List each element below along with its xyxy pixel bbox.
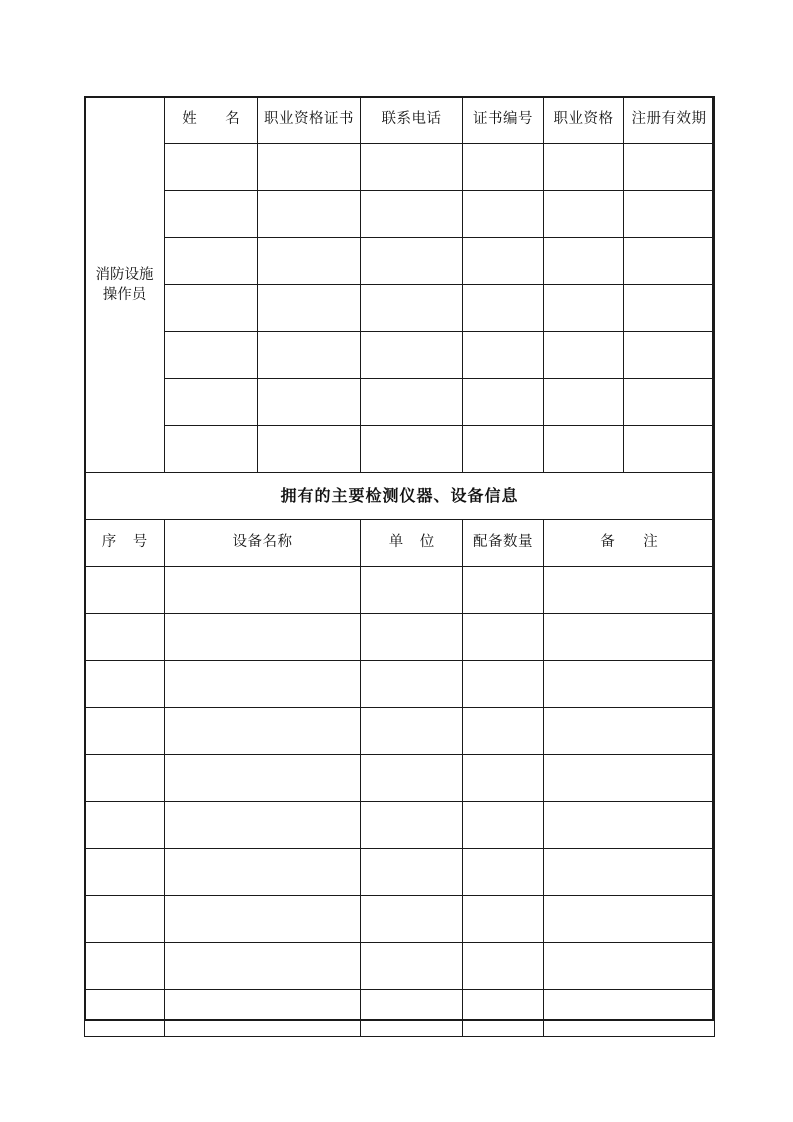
header-remarks: 备 注 (544, 520, 715, 567)
header-unit: 单 位 (361, 520, 463, 567)
header-name: 姓 名 (165, 97, 258, 144)
side-label-line1: 消防设施 (95, 266, 154, 283)
header-serial-number: 序 号 (85, 520, 165, 567)
header-phone: 联系电话 (361, 97, 463, 144)
header-qualification-certificate: 职业资格证书 (258, 97, 361, 144)
equipment-section-title: 拥有的主要检测仪器、设备信息 (85, 473, 715, 520)
outer-border (84, 96, 714, 1021)
header-qualification: 职业资格 (544, 97, 624, 144)
side-label-line2: 操作员 (102, 286, 147, 303)
header-registration-validity: 注册有效期 (624, 97, 715, 144)
header-certificate-number: 证书编号 (463, 97, 544, 144)
header-equipment-name: 设备名称 (165, 520, 361, 567)
header-quantity: 配备数量 (463, 520, 544, 567)
